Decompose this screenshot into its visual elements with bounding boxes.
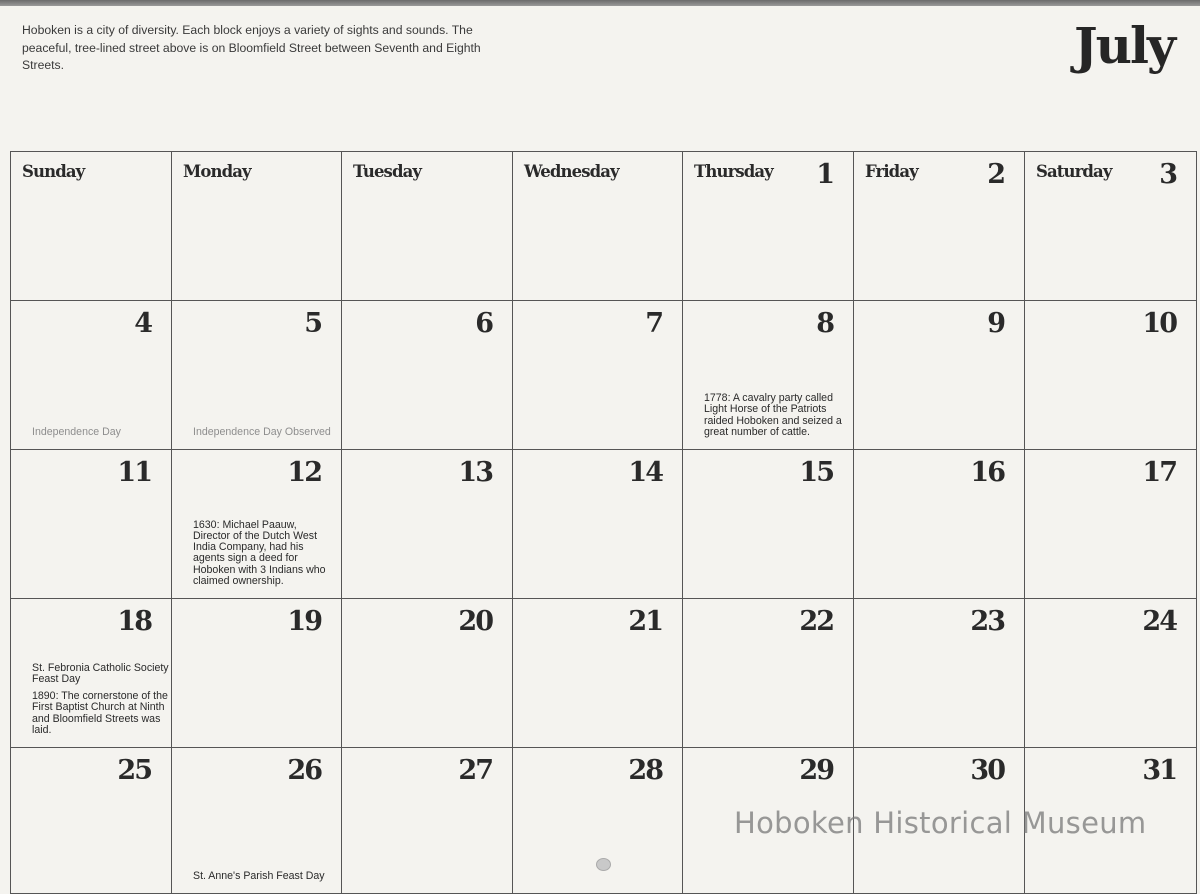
day-cell [1025,152,1197,301]
day-cell [11,301,172,450]
day-number: 30 [970,755,1004,786]
day-note [32,427,172,438]
day-cell [172,599,342,748]
day-number: 23 [970,606,1004,637]
day-number: 24 [1142,606,1176,637]
weekday-label-thursday: Thursday [694,162,773,181]
day-cell [11,748,172,894]
day-number: 22 [799,606,833,637]
weekday-label-friday: Friday [865,162,918,181]
day-note-text: St. Febronia Catholic Society Feast Day [32,661,169,685]
day-cell [1025,599,1197,748]
day-cell [854,599,1025,748]
punch-hole [596,858,611,871]
day-cell [342,599,513,748]
day-number: 21 [628,606,662,637]
day-number: 3 [1159,159,1176,190]
day-cell [172,748,342,894]
day-cell [11,599,172,748]
month-title: July [1073,16,1174,75]
day-note-text: 1890: The cornerstone of the First Baptist Church at Ninth and Bloomfield Streets was laid. [32,690,168,736]
day-cell [513,748,683,894]
day-cell [172,450,342,599]
day-number: 7 [645,308,662,339]
day-cell [513,301,683,450]
weekday-label-monday: Monday [183,162,251,181]
day-cell [172,301,342,450]
day-number: 20 [458,606,492,637]
day-cell [11,450,172,599]
weekday-label-sunday: Sunday [22,162,85,181]
day-cell [1025,450,1197,599]
day-note-text: 1778: A cavalry party called Light Horse of the Patriots raided Hoboken and seized a great number of cattle. [704,392,842,438]
day-number: 28 [628,755,662,786]
day-cell [854,450,1025,599]
day-cell [1025,301,1197,450]
day-number: 13 [458,457,492,488]
day-note-text: 1630: Michael Paauw, Director of the Dutch West India Company, had his agents sign a deed for Hoboken with 3 Indians who claimed ownership. [193,518,326,587]
day-note [193,427,333,438]
day-number: 10 [1142,308,1176,339]
day-number: 8 [816,308,833,339]
day-cell [683,301,854,450]
day-number: 9 [987,308,1004,339]
day-number: 16 [970,457,1004,488]
day-note [32,663,172,736]
day-number: 1 [816,159,833,190]
photo-caption: Hoboken is a city of diversity. Each block enjoys a variety of sights and sounds. The peaceful, tree-lined street above is on Bloomfield Street between Seventh and Eighth Streets. [22,23,481,72]
day-number: 26 [287,755,321,786]
day-number: 18 [117,606,151,637]
day-cell [683,450,854,599]
day-note [193,520,333,587]
day-note-text: Independence Day [32,425,121,438]
day-cell [342,748,513,894]
day-number: 29 [799,755,833,786]
calendar-grid [10,151,1197,894]
day-cell [172,152,342,301]
day-cell [11,152,172,301]
day-cell [513,599,683,748]
day-cell [342,152,513,301]
day-cell [683,152,854,301]
day-number: 6 [475,308,492,339]
weekday-label-wednesday: Wednesday [524,162,619,181]
weekday-label-saturday: Saturday [1036,162,1112,181]
day-number: 4 [134,308,151,339]
day-number: 5 [304,308,321,339]
day-number: 2 [987,159,1004,190]
day-cell [683,599,854,748]
day-note [193,871,333,882]
day-note-text: Independence Day Observed [193,425,331,438]
day-cell [342,450,513,599]
day-number: 31 [1142,755,1176,786]
day-cell [342,301,513,450]
day-number: 11 [117,457,151,488]
day-number: 17 [1142,457,1176,488]
day-number: 12 [287,457,321,488]
day-note-text: St. Anne's Parish Feast Day [193,869,325,882]
day-number: 14 [628,457,662,488]
day-cell [854,301,1025,450]
museum-watermark: Hoboken Historical Museum [734,806,1147,840]
day-number: 27 [458,755,492,786]
day-number: 15 [799,457,833,488]
day-note [704,393,844,438]
day-number: 19 [287,606,321,637]
day-cell [854,152,1025,301]
day-cell [513,152,683,301]
day-cell [513,450,683,599]
day-number: 25 [117,755,151,786]
weekday-label-tuesday: Tuesday [353,162,422,181]
photo-edge-strip [0,0,1200,6]
